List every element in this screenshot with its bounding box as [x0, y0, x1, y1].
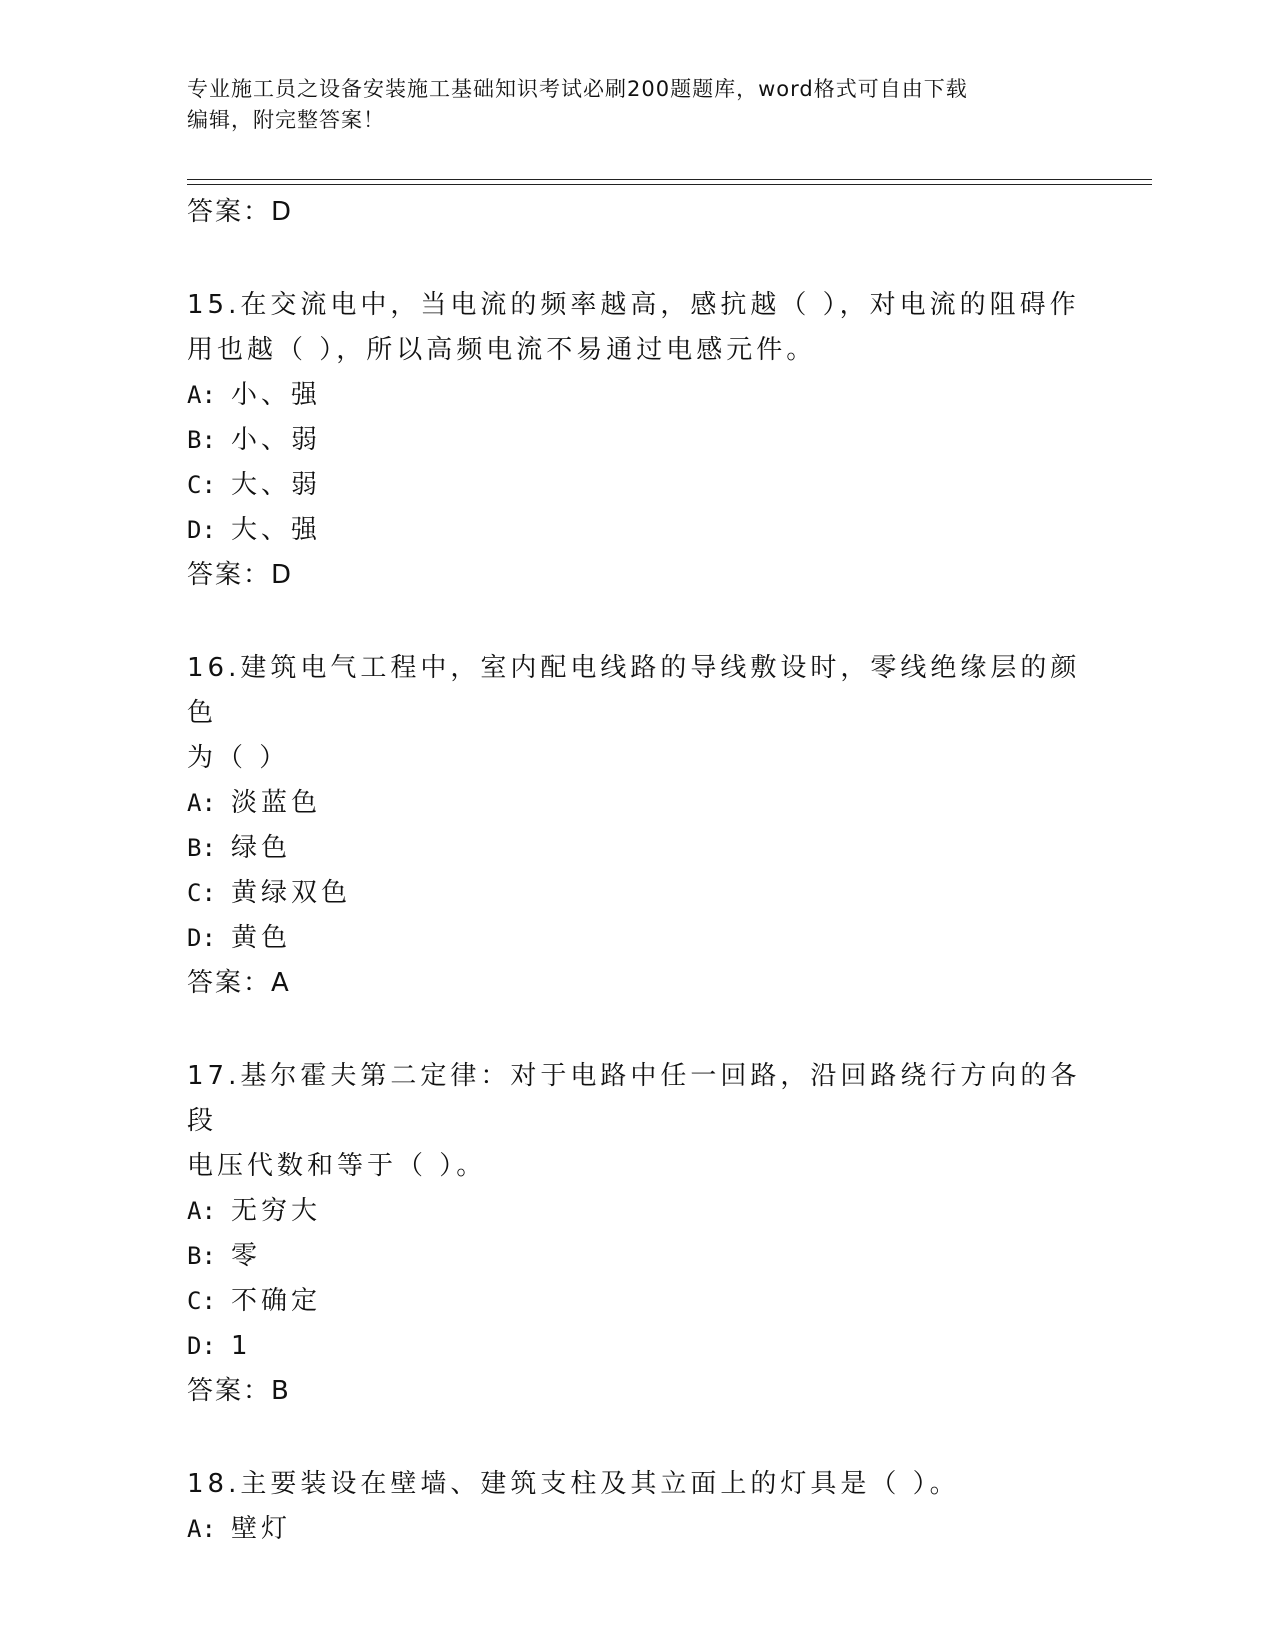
option-letter: A: — [187, 789, 216, 817]
answer-line: 答案：D — [187, 197, 294, 227]
option-b — [187, 826, 1087, 871]
option-text: 大、弱 — [231, 470, 322, 500]
question-stem — [187, 1462, 1087, 1507]
question-stem — [187, 646, 1087, 781]
option-text: 小、强 — [231, 380, 322, 410]
option-d — [187, 1324, 1087, 1369]
answer-line: 答案：D — [187, 560, 294, 590]
option-text: 1 — [231, 1331, 252, 1361]
option-letter: D: — [187, 924, 216, 952]
stem-line: 15.在交流电中，当电流的频率越高，感抗越（ ），对电流的阻碍作 — [187, 290, 1080, 320]
option-letter: A: — [187, 1197, 216, 1225]
option-c — [187, 463, 1087, 508]
option-text: 淡蓝色 — [231, 788, 322, 818]
option-text: 绿色 — [231, 833, 292, 863]
option-letter: C: — [187, 471, 216, 499]
question-16 — [187, 646, 1087, 1006]
option-letter: C: — [187, 879, 216, 907]
option-d — [187, 916, 1087, 961]
option-text: 零 — [231, 1241, 262, 1271]
question-stem — [187, 283, 1087, 373]
option-text: 黄绿双色 — [231, 878, 352, 908]
question-18 — [187, 1462, 1087, 1552]
answer-line: 答案：A — [187, 968, 291, 998]
option-text: 无穷大 — [231, 1196, 322, 1226]
option-text: 不确定 — [231, 1286, 322, 1316]
option-text: 壁灯 — [231, 1514, 292, 1544]
document-header — [187, 74, 1087, 136]
option-letter: B: — [187, 834, 216, 862]
option-text: 黄色 — [231, 923, 292, 953]
option-letter: A: — [187, 1515, 216, 1543]
header-divider-top — [187, 179, 1152, 180]
option-a — [187, 781, 1087, 826]
option-d — [187, 508, 1087, 553]
stem-line: 17.基尔霍夫第二定律：对于电路中任一回路，沿回路绕行方向的各段 — [187, 1061, 1081, 1136]
option-text: 小、弱 — [231, 425, 322, 455]
question-stem — [187, 1054, 1087, 1189]
option-letter: D: — [187, 516, 216, 544]
stem-line: 16.建筑电气工程中，室内配电线路的导线敷设时，零线绝缘层的颜色 — [187, 653, 1081, 728]
stem-line: 18.主要装设在壁墙、建筑支柱及其立面上的灯具是（ ）。 — [187, 1469, 960, 1499]
option-text: 大、强 — [231, 515, 322, 545]
header-line-2: 编辑，附完整答案！ — [187, 108, 385, 132]
option-c — [187, 1279, 1087, 1324]
option-letter: B: — [187, 1242, 216, 1270]
stem-line: 电压代数和等于（ ）。 — [187, 1151, 487, 1181]
question-17 — [187, 1054, 1087, 1414]
option-letter: C: — [187, 1287, 216, 1315]
option-a — [187, 1507, 1087, 1552]
answer-line: 答案：B — [187, 1376, 291, 1406]
option-c — [187, 871, 1087, 916]
option-letter: D: — [187, 1332, 216, 1360]
stem-line: 为（ ） — [187, 743, 290, 773]
option-letter: B: — [187, 426, 216, 454]
option-b — [187, 418, 1087, 463]
option-letter: A: — [187, 381, 216, 409]
option-a — [187, 1189, 1087, 1234]
question-list — [187, 190, 1087, 1552]
stem-line: 用也越（ ），所以高频电流不易通过电感元件。 — [187, 335, 817, 365]
header-divider-bottom — [187, 184, 1152, 185]
question-15 — [187, 283, 1087, 598]
header-line-1: 专业施工员之设备安装施工基础知识考试必刷200题题库，word格式可自由下载 — [187, 77, 968, 101]
option-a — [187, 373, 1087, 418]
option-b — [187, 1234, 1087, 1279]
